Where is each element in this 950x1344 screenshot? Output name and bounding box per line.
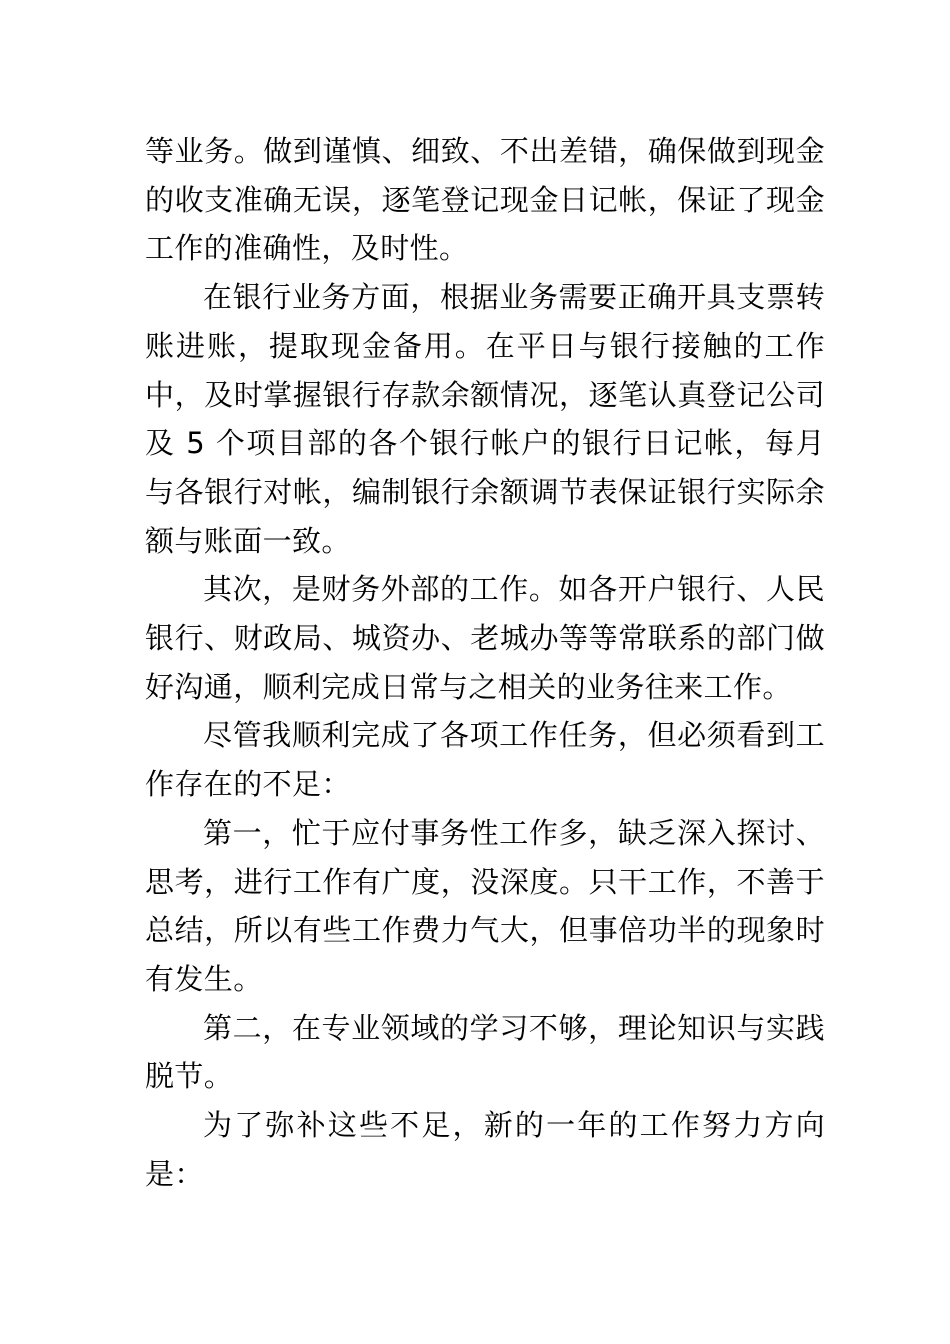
paragraph-improvement-direction: 为了弥补这些不足，新的一年的工作努力方向是： [145,1108,825,1191]
paragraph-cash-work: 等业务。做到谨慎、细致、不出差错，确保做到现金的收支准确无误，逐笔登记现金日记帐，保证了现金工作的准确性，及时性。 [145,134,825,266]
paragraph-external-work: 其次，是财务外部的工作。如各开户银行、人民银行、财政局、城资办、老城办等等常联系的部门做好沟通，顺利完成日常与之相关的业务往来工作。 [145,572,825,704]
document-body [145,127,825,1198]
paragraph-shortcoming-first: 第一，忙于应付事务性工作多，缺乏深入探讨、思考，进行工作有广度，没深度。只干工作，不善于总结，所以有些工作费力气大，但事倍功半的现象时有发生。 [145,815,825,996]
paragraph-bank-business: 在银行业务方面，根据业务需要正确开具支票转账进账，提取现金备用。在平日与银行接触的工作中，及时掌握银行存款余额情况，逐笔认真登记公司及 5 个项目部的各个银行帐户的银行日记帐，每月与各银行对帐，编制银行余额调节表保证银行实际余额与账面一致。 [145,280,825,558]
paragraph-shortcomings-intro: 尽管我顺利完成了各项工作任务，但必须看到工作存在的不足： [145,718,825,802]
paragraph-shortcoming-second: 第二，在专业领域的学习不够，理论知识与实践脱节。 [145,1010,825,1094]
